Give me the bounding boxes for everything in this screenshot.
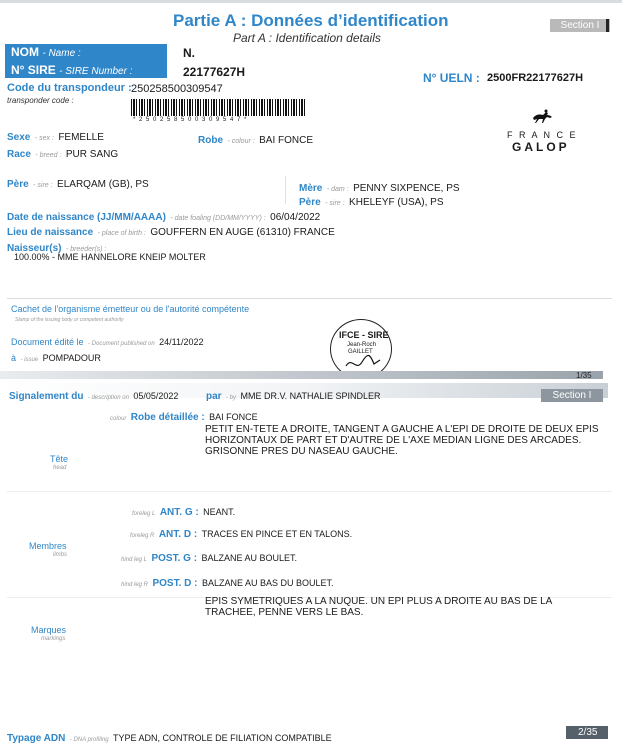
- sire-label: N° SIRE - SIRE Number :: [11, 63, 133, 77]
- issue-place-row: à - issue POMPADOUR: [11, 353, 101, 363]
- signalement-row: Signalement du - description on 05/05/2022: [9, 391, 179, 402]
- post-g-row: hind leg L POST. G : BALZANE AU BOULET.: [121, 553, 298, 564]
- nom-value: N.: [183, 46, 195, 60]
- nom-label-en: - Name :: [42, 48, 81, 59]
- top-edge-band: [0, 0, 622, 3]
- adn-row: Typage ADN - DNA profiling TYPE ADN, CONTROLE DE FILIATION COMPATIBLE: [7, 733, 332, 744]
- logo-galop: GALOP: [512, 140, 570, 154]
- ant-d-row: foreleg R ANT. D : TRACES EN PINCE ET EN TALONS.: [130, 529, 353, 540]
- robe-detail-row: colour Robe détaillée : BAI FONCE: [110, 412, 258, 423]
- tete-description: PETIT EN-TETE A DROITE, TANGENT A GAUCHE A L'EPI DE DROITE DE DEUX EPIS HORIZONTAUX DE PART ET D'AUTRE DE L'AXE MEDIAN LIGNE DES ARCADES. GRISONNE PRES DU NASEAU GAUCHE.: [205, 424, 599, 457]
- pedigree-divider: [285, 176, 286, 204]
- marques-label-en: markings: [41, 636, 66, 642]
- tete-label-en: head: [53, 465, 67, 471]
- cachet-label: Cachet de l'organisme émetteur ou de l'autorité compétente: [11, 304, 250, 314]
- grand-pere-row: Père - sire : KHELEYF (USA), PS: [299, 197, 444, 208]
- page1-band: [0, 371, 603, 379]
- tete-divider: [7, 491, 612, 492]
- doc-edit-row: Document édité le - Document published on 24/11/2022: [11, 337, 204, 347]
- par-row: par - by MME DR.V. NATHALIE SPINDLER: [206, 391, 381, 402]
- signalement-section-tag: Section I: [541, 389, 603, 402]
- jockey-horse-icon: [531, 108, 553, 124]
- stamp-line1: Jean-Roch: [347, 342, 377, 348]
- cachet-label-en: Stamp of the issuing body or competent authority: [15, 317, 124, 323]
- membres-label-en: limbs: [53, 552, 68, 558]
- marques-label: Marques: [31, 625, 67, 635]
- barcode-text: * 2 5 0 2 5 8 5 0 0 3 0 9 5 4 7 *: [133, 117, 248, 123]
- transponder-label: Code du transpondeur :: [7, 82, 132, 94]
- cachet-top-line: [7, 298, 612, 299]
- marques-description: EPIS SYMETRIQUES A LA NUQUE. UN EPI PLUS A DROITE AU BAS DE LA TRACHEE, PENNE VERS LE BAS.: [205, 596, 552, 618]
- birth-date-row: Date de naissance (JJ/MM/AAAA) - date foaling (DD/MM/YYYY) : 06/04/2022: [7, 212, 321, 223]
- mere-row: Mère - dam : PENNY SIXPENCE, PS: [299, 183, 460, 194]
- pere-row: Père - sire : ELARQAM (GB), PS: [7, 179, 149, 190]
- breeder-label-row: Naisseur(s) - breeder(s) :: [7, 243, 107, 254]
- section-tag-edge: [606, 19, 609, 32]
- membres-label: Membres: [29, 541, 67, 551]
- page-subtitle: Part A : Identification details: [233, 31, 381, 45]
- page-title: Partie A : Données d’identification: [173, 11, 449, 30]
- ueln-label: N° UELN :: [423, 71, 480, 85]
- sexe-row: Sexe - sex : FEMELLE: [7, 132, 104, 143]
- ueln-value: 2500FR22177627H: [487, 72, 584, 84]
- nom-label: NOM - Name :: [11, 45, 81, 59]
- robe-row: Robe - colour : BAI FONCE: [198, 135, 314, 146]
- section-tag: Section I: [550, 19, 610, 32]
- ant-g-row: foreleg L ANT. G : NEANT.: [132, 507, 236, 518]
- transponder-label-en: transponder code :: [7, 96, 74, 105]
- stamp-line2: GAILLET: [348, 349, 373, 355]
- page1-number: 1/35: [576, 371, 592, 380]
- transponder-value: 250258500309547: [131, 83, 223, 95]
- breeder-value: 100.00% - MME HANNELORE KNEIP MOLTER: [14, 252, 206, 262]
- barcode: [131, 99, 307, 116]
- tete-label: Tête: [50, 454, 69, 464]
- post-d-row: hind leg R POST. D : BALZANE AU BAS DU BOULET.: [121, 578, 334, 589]
- race-row: Race - breed : PUR SANG: [7, 149, 119, 160]
- sire-value: 22177627H: [183, 65, 246, 79]
- stamp-title: IFCE - SIRE: [339, 330, 389, 340]
- logo-france: F R A N C E: [507, 130, 578, 140]
- sire-label-en: - SIRE Number :: [59, 66, 133, 77]
- birth-place-row: Lieu de naissance - place of birth : GOUFFERN EN AUGE (61310) FRANCE: [7, 227, 335, 238]
- page2-number: 2/35: [578, 727, 598, 738]
